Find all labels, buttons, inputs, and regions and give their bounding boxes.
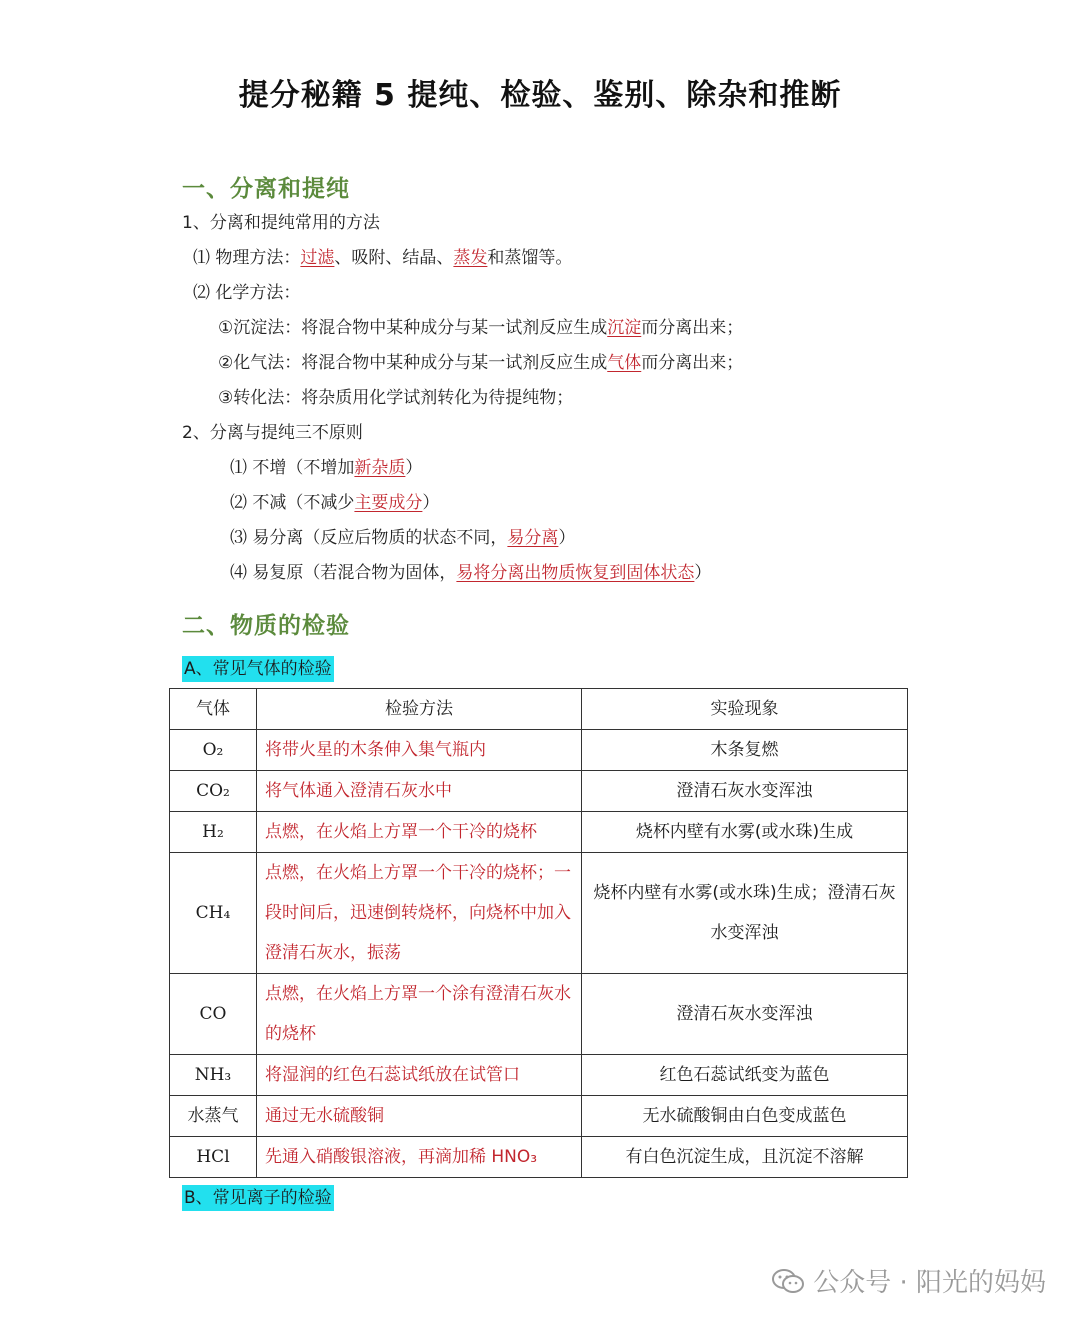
answer-evaporation: 蒸发	[453, 248, 488, 268]
text: ①沉淀法：将混合物中某种成分与某一试剂反应生成	[218, 318, 608, 338]
paragraph-principles: 2、分离与提纯三不原则	[182, 423, 363, 443]
principle-4	[230, 561, 711, 585]
text: ）	[422, 493, 440, 513]
method-gasification	[218, 351, 743, 375]
gas-testing-table	[169, 688, 908, 1178]
answer: 主要成分	[354, 493, 423, 513]
method-cell: 通过无水硫酸铜	[257, 1096, 582, 1137]
gas-cell: H₂	[170, 812, 257, 853]
header-gas: 气体	[170, 689, 257, 730]
method-cell: 点燃，在火焰上方罩一个干冷的烧杯	[257, 812, 582, 853]
method-conversion: ③转化法：将杂质用化学试剂转化为待提纯物；	[218, 388, 574, 408]
table-header-row	[170, 689, 908, 730]
gas-cell: 水蒸气	[170, 1096, 257, 1137]
answer-filtration: 过滤	[300, 248, 335, 268]
result-cell: 烧杯内壁有水雾(或水珠)生成	[582, 812, 908, 853]
wechat-icon	[771, 1267, 805, 1295]
text: ）	[405, 458, 423, 478]
header-method: 检验方法	[257, 689, 582, 730]
subheading-gas-testing: A、常见气体的检验	[182, 656, 334, 682]
watermark-text: 公众号 · 阳光的妈妈	[813, 1268, 1046, 1298]
table-row	[170, 1096, 908, 1137]
physical-methods-line	[193, 246, 572, 270]
text: 、吸附、结晶、	[334, 248, 454, 268]
principle-1	[230, 456, 422, 480]
gas-cell: HCl	[170, 1137, 257, 1178]
method-cell: 点燃，在火焰上方罩一个干冷的烧杯；一段时间后，迅速倒转烧杯，向烧杯中加入澄清石灰水，振荡	[257, 853, 582, 974]
table-row	[170, 812, 908, 853]
gas-cell: O₂	[170, 730, 257, 771]
text: 而分离出来；	[641, 318, 744, 338]
result-cell: 有白色沉淀生成，且沉淀不溶解	[582, 1137, 908, 1178]
section-heading-testing: 二、物质的检验	[182, 613, 350, 639]
answer: 易分离	[507, 528, 559, 548]
principle-3	[230, 526, 575, 550]
header-result: 实验现象	[582, 689, 908, 730]
method-cell: 先通入硝酸银溶液，再滴加稀 HNO₃	[257, 1137, 582, 1178]
answer-precipitate: 沉淀	[607, 318, 642, 338]
table-row	[170, 730, 908, 771]
principle-2	[230, 491, 439, 515]
answer: 易将分离出物质恢复到固体状态	[456, 563, 695, 583]
text: ②化气法：将混合物中某种成分与某一试剂反应生成	[218, 353, 608, 373]
text: 和蒸馏等。	[487, 248, 573, 268]
result-cell: 无水硫酸铜由白色变成蓝色	[582, 1096, 908, 1137]
gas-cell: CH₄	[170, 853, 257, 974]
result-cell: 澄清石灰水变浑浊	[582, 974, 908, 1055]
method-cell: 将带火星的木条伸入集气瓶内	[257, 730, 582, 771]
section-heading-separation: 一、分离和提纯	[182, 176, 350, 202]
chemical-methods-line: ⑵ 化学方法：	[193, 283, 301, 303]
paragraph-methods: 1、分离和提纯常用的方法	[182, 213, 380, 233]
text: 而分离出来；	[641, 353, 744, 373]
result-cell: 红色石蕊试纸变为蓝色	[582, 1055, 908, 1096]
gas-cell: NH₃	[170, 1055, 257, 1096]
text: ⑶ 易分离（反应后物质的状态不同，	[230, 528, 508, 548]
method-cell: 点燃，在火焰上方罩一个涂有澄清石灰水的烧杯	[257, 974, 582, 1055]
text: ⑷ 易复原（若混合物为固体，	[230, 563, 457, 583]
result-cell: 木条复燃	[582, 730, 908, 771]
method-cell: 将湿润的红色石蕊试纸放在试管口	[257, 1055, 582, 1096]
table-row	[170, 771, 908, 812]
result-cell: 烧杯内壁有水雾(或水珠)生成；澄清石灰水变浑浊	[582, 853, 908, 974]
answer-gas: 气体	[607, 353, 642, 373]
text: ⑴ 物理方法：	[193, 248, 301, 268]
result-cell: 澄清石灰水变浑浊	[582, 771, 908, 812]
page-title: 提分秘籍 5 提纯、检验、鉴别、除杂和推断	[238, 78, 842, 113]
text: ）	[694, 563, 712, 583]
gas-cell: CO₂	[170, 771, 257, 812]
table-row	[170, 853, 908, 974]
answer: 新杂质	[354, 458, 406, 478]
text: ⑴ 不增（不增加	[230, 458, 355, 478]
method-cell: 将气体通入澄清石灰水中	[257, 771, 582, 812]
text: ⑵ 不减（不减少	[230, 493, 355, 513]
gas-cell: CO	[170, 974, 257, 1055]
table-row	[170, 1137, 908, 1178]
method-precipitation	[218, 316, 743, 340]
text: ）	[558, 528, 576, 548]
table-row	[170, 1055, 908, 1096]
subheading-ion-testing: B、常见离子的检验	[182, 1185, 334, 1211]
watermark	[771, 1262, 1046, 1299]
table-row	[170, 974, 908, 1055]
